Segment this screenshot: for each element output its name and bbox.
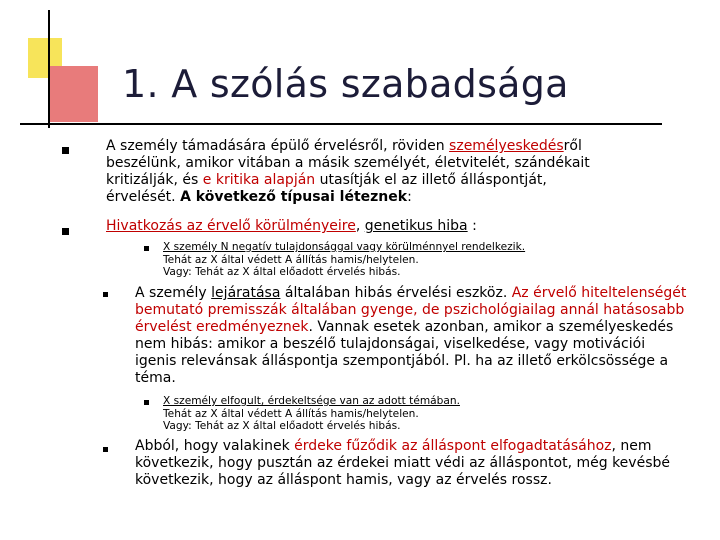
text: . Vannak esetek azonban, amikor a személyeskedés <box>308 319 674 335</box>
text: : <box>467 218 477 234</box>
paragraph-2-line-1 <box>135 438 670 455</box>
text: általában hibás érvelési eszköz. <box>280 285 512 301</box>
bullet-icon <box>103 447 108 452</box>
paragraph-1-line-1 <box>135 285 686 302</box>
item-2 <box>106 218 477 235</box>
text: utasítják el az illető álláspontját, <box>315 172 547 188</box>
item-2-heading: Hivatkozás az érvelő körülményeire <box>106 218 356 234</box>
subitem-1-line-2: Tehát az X által védett A állítás hamis/helytelen. <box>163 253 419 266</box>
text: , nem <box>611 438 652 454</box>
decor-red-square <box>48 66 98 122</box>
paragraph-1-line-6: téma. <box>135 370 176 386</box>
subitem-1-line-3: Vagy: Tehát az X által előadott érvelés hibás. <box>163 266 401 278</box>
paragraph-1-line-5: igenis relevánsak álláspontja szempontjából. Pl. ha az illető erkölcsössége a <box>135 353 669 369</box>
paragraph-1-line-4: nem hibás: amikor a beszélő tulajdonságai, viselkedése, vagy motivációi <box>135 336 646 352</box>
bullet-icon <box>62 228 69 235</box>
slide-title: 1. A szólás szabadsága <box>122 62 569 106</box>
text: A személy <box>135 285 212 301</box>
subitem-1 <box>163 241 525 279</box>
highlight: e kritika alapján <box>202 172 316 188</box>
paragraph-2-line-2: következik, hogy pusztán az érdekei miatt védi az álláspontot, még kevésbé <box>135 455 670 471</box>
subitem-2-line-3: Vagy: Tehát az X által előadott érvelés hibás. <box>163 420 401 432</box>
text: ről <box>563 138 582 154</box>
decor-horizontal-line <box>20 123 662 125</box>
paragraph-2 <box>135 438 670 489</box>
bullet-icon <box>144 246 149 251</box>
item-1-line-4 <box>106 189 590 206</box>
highlight: érdeke fűződik az álláspont elfogadtatásához <box>294 438 612 454</box>
paragraph-1 <box>135 285 686 387</box>
subitem-2-line-2: Tehát az X által védett A állítás hamis/helytelen. <box>163 407 419 420</box>
highlight: Az érvelő hiteltelenségét <box>511 285 687 301</box>
item-1-line-2: beszélünk, amikor vitában a másik személyét, életvitelét, szándékait <box>106 155 590 171</box>
item-1-line-1 <box>106 138 590 155</box>
decor-vertical-line <box>48 10 50 128</box>
paragraph-2-line-3: következik, hogy az álláspont hamis, vagy az érvelés rossz. <box>135 472 552 488</box>
text: érvelését. <box>106 189 181 205</box>
underlined-text: lejáratása <box>211 285 281 301</box>
text: A személy támadására épülő érvelésről, röviden <box>106 138 450 154</box>
subitem-2-line-1: X személy elfogult, érdekeltsége van az adott témában. <box>163 395 460 407</box>
highlight: érvelést eredményeznek <box>135 319 309 335</box>
subitem-2 <box>163 395 460 433</box>
text: Abból, hogy valakinek <box>135 438 295 454</box>
term-genetikus-hiba: genetikus hiba <box>364 218 468 234</box>
text: : <box>407 189 412 205</box>
bullet-icon <box>144 400 149 405</box>
item-1-line-3 <box>106 172 590 189</box>
subitem-1-line-1: X személy N negatív tulajdonsággal vagy körülménnyel rendelkezik. <box>163 241 526 253</box>
paragraph-1-line-3 <box>135 319 686 336</box>
paragraph-1-line-2: bemutató premisszák általában gyenge, de pszichológiailag annál hatásosabb <box>135 302 685 318</box>
item-1 <box>106 138 590 206</box>
text: kritizálják, és <box>106 172 203 188</box>
term-szemelyeskedes: személyeskedés <box>449 138 564 154</box>
bullet-icon <box>103 292 108 297</box>
bullet-icon <box>62 147 69 154</box>
bold-text: A következő típusai léteznek <box>180 189 408 205</box>
text: , <box>355 218 365 234</box>
